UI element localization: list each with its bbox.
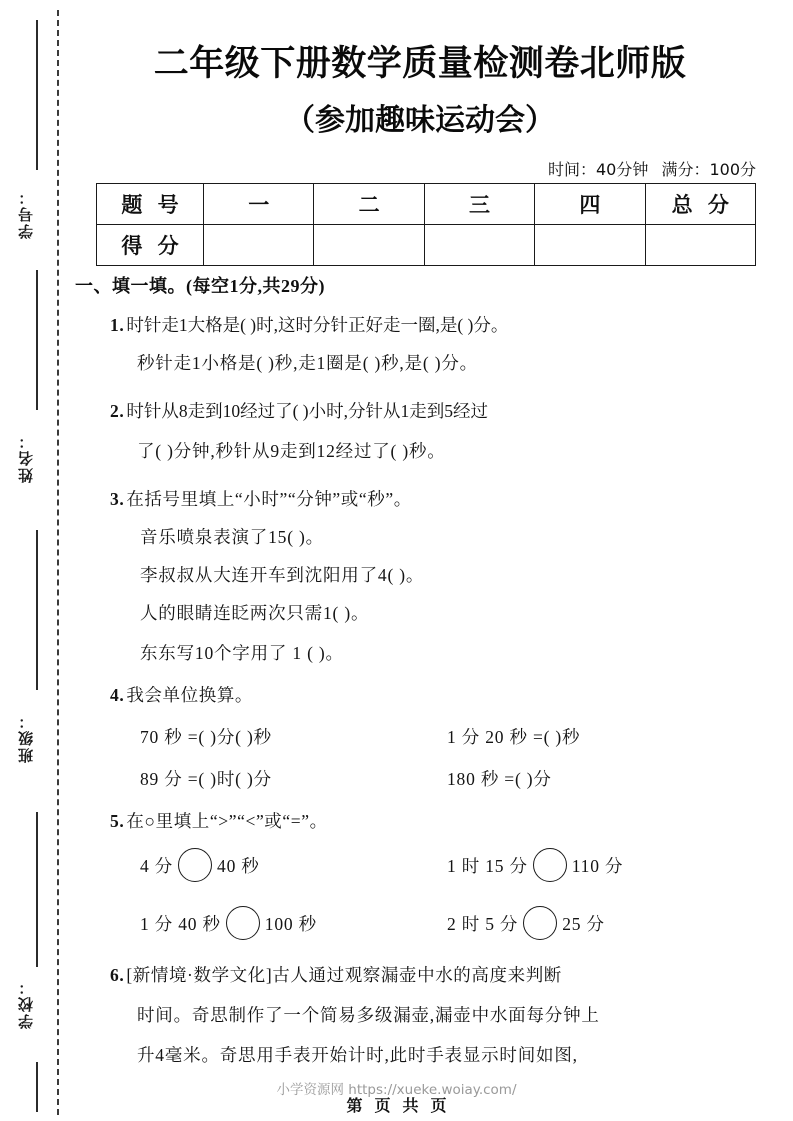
sidebar-label-school: 学校： xyxy=(19,978,35,1029)
comparison-4-right: 25 分 xyxy=(562,913,605,934)
cell-header-1: 一 xyxy=(204,184,314,225)
table-row-header xyxy=(97,184,756,225)
comparison-2-circle[interactable] xyxy=(533,848,567,882)
question-4-number: 4. xyxy=(110,685,125,705)
question-6-number: 6. xyxy=(110,965,125,985)
question-5-comparison-4 xyxy=(447,906,605,940)
question-6-text-1: [新情境·数学文化]古人通过观察漏壶中水的高度来判断 xyxy=(126,965,562,985)
comparison-3-left: 1 分 40 秒 xyxy=(140,913,221,934)
question-4-row-1-right: 1 分 20 秒 =( )秒 xyxy=(447,727,581,747)
question-5-comparison-3 xyxy=(140,906,317,940)
seal-rule-3 xyxy=(36,530,38,690)
cell-score-4[interactable] xyxy=(535,225,645,266)
comparison-4-circle[interactable] xyxy=(523,906,557,940)
question-2-text-1: 时针从8走到10经过了( )小时,分针从1走到5经过 xyxy=(126,401,488,421)
score-table xyxy=(96,183,756,266)
question-5-comparison-2 xyxy=(447,848,623,882)
cell-header-3: 三 xyxy=(424,184,534,225)
cell-header-5: 总 分 xyxy=(645,184,755,225)
question-5-line-1 xyxy=(110,808,328,833)
binding-dashed-line xyxy=(57,10,59,1115)
question-2-number: 2. xyxy=(110,401,125,421)
comparison-4-left: 2 时 5 分 xyxy=(447,913,519,934)
question-1-number: 1. xyxy=(110,315,125,335)
page-subtitle: （参加趣味运动会） xyxy=(285,103,555,138)
question-3-number: 3. xyxy=(110,489,125,509)
cell-score-3[interactable] xyxy=(424,225,534,266)
cell-score-1[interactable] xyxy=(204,225,314,266)
question-5-number: 5. xyxy=(110,811,125,831)
question-1-text-1: 时针走1大格是( )时,这时分针正好走一圈,是( )分。 xyxy=(126,315,509,335)
exam-meta xyxy=(540,157,756,180)
comparison-2-right: 110 分 xyxy=(571,855,624,876)
question-3-item-2: 李叔叔从大连开车到沈阳用了4( )。 xyxy=(140,565,425,585)
question-3-line-1 xyxy=(110,486,412,511)
question-3-text-1: 在括号里填上“小时”“分钟”或“秒”。 xyxy=(126,489,412,509)
question-4-row-2-left: 89 分 =( )时( )分 xyxy=(140,769,272,789)
seal-rule-2 xyxy=(36,270,38,410)
sidebar-label-class: 班级： xyxy=(19,712,35,763)
cell-score-5[interactable] xyxy=(645,225,755,266)
question-5-comparison-1 xyxy=(140,848,260,882)
comparison-1-left: 4 分 xyxy=(140,855,174,876)
cell-score-0: 得 分 xyxy=(97,225,204,266)
seal-rule-4 xyxy=(36,812,38,967)
exam-score-label: 满分：100分 xyxy=(661,160,756,179)
comparison-2-left: 1 时 15 分 xyxy=(447,855,528,876)
cell-score-2[interactable] xyxy=(314,225,424,266)
question-3-item-4: 东东写10个字用了 1 ( )。 xyxy=(140,643,344,663)
comparison-1-circle[interactable] xyxy=(178,848,212,882)
sidebar-label-student-id: 学号： xyxy=(19,188,35,239)
question-2-line-2: 了( )分钟,秒针从9走到12经过了( )秒。 xyxy=(137,441,446,461)
table-row-score xyxy=(97,225,756,266)
question-4-row-2-right: 180 秒 =( )分 xyxy=(447,769,552,789)
question-1-line-1 xyxy=(110,312,508,337)
sidebar-label-name: 姓名： xyxy=(19,432,35,483)
question-2-line-1 xyxy=(110,398,488,423)
page-title: 二年级下册数学质量检测卷北师版 xyxy=(153,44,687,84)
question-3-item-3: 人的眼睛连眨两次只需1( )。 xyxy=(140,603,370,623)
comparison-3-circle[interactable] xyxy=(226,906,260,940)
question-6-line-1 xyxy=(110,962,562,987)
cell-header-2: 二 xyxy=(314,184,424,225)
question-3-item-1: 音乐喷泉表演了15( )。 xyxy=(140,527,324,547)
question-6-line-2: 时间。奇思制作了一个简易多级漏壶,漏壶中水面每分钟上 xyxy=(137,1005,600,1025)
question-5-text-1: 在○里填上“>”“<”或“=”。 xyxy=(126,811,328,831)
cell-header-4: 四 xyxy=(535,184,645,225)
question-1-line-2: 秒针走1小格是( )秒,走1圈是( )秒,是( )分。 xyxy=(137,353,478,373)
comparison-1-right: 40 秒 xyxy=(217,855,260,876)
cell-header-0: 题 号 xyxy=(97,184,204,225)
section-heading-1: 一、填一填。(每空1分,共29分) xyxy=(75,276,325,296)
question-4-text-1: 我会单位换算。 xyxy=(126,685,254,705)
seal-rule-1 xyxy=(36,20,38,170)
exam-time-label: 时间：40分钟 xyxy=(547,160,649,179)
question-6-line-3: 升4毫米。奇思用手表开始计时,此时手表显示时间如图, xyxy=(137,1045,578,1065)
site-watermark: 小学资源网 https://xueke.woiay.com/ xyxy=(276,1082,517,1098)
page-number-footer: 第 页 共 页 xyxy=(346,1098,451,1115)
question-4-row-1-left: 70 秒 =( )分( )秒 xyxy=(140,727,272,747)
question-4-line-1 xyxy=(110,682,253,707)
comparison-3-right: 100 秒 xyxy=(264,913,317,934)
